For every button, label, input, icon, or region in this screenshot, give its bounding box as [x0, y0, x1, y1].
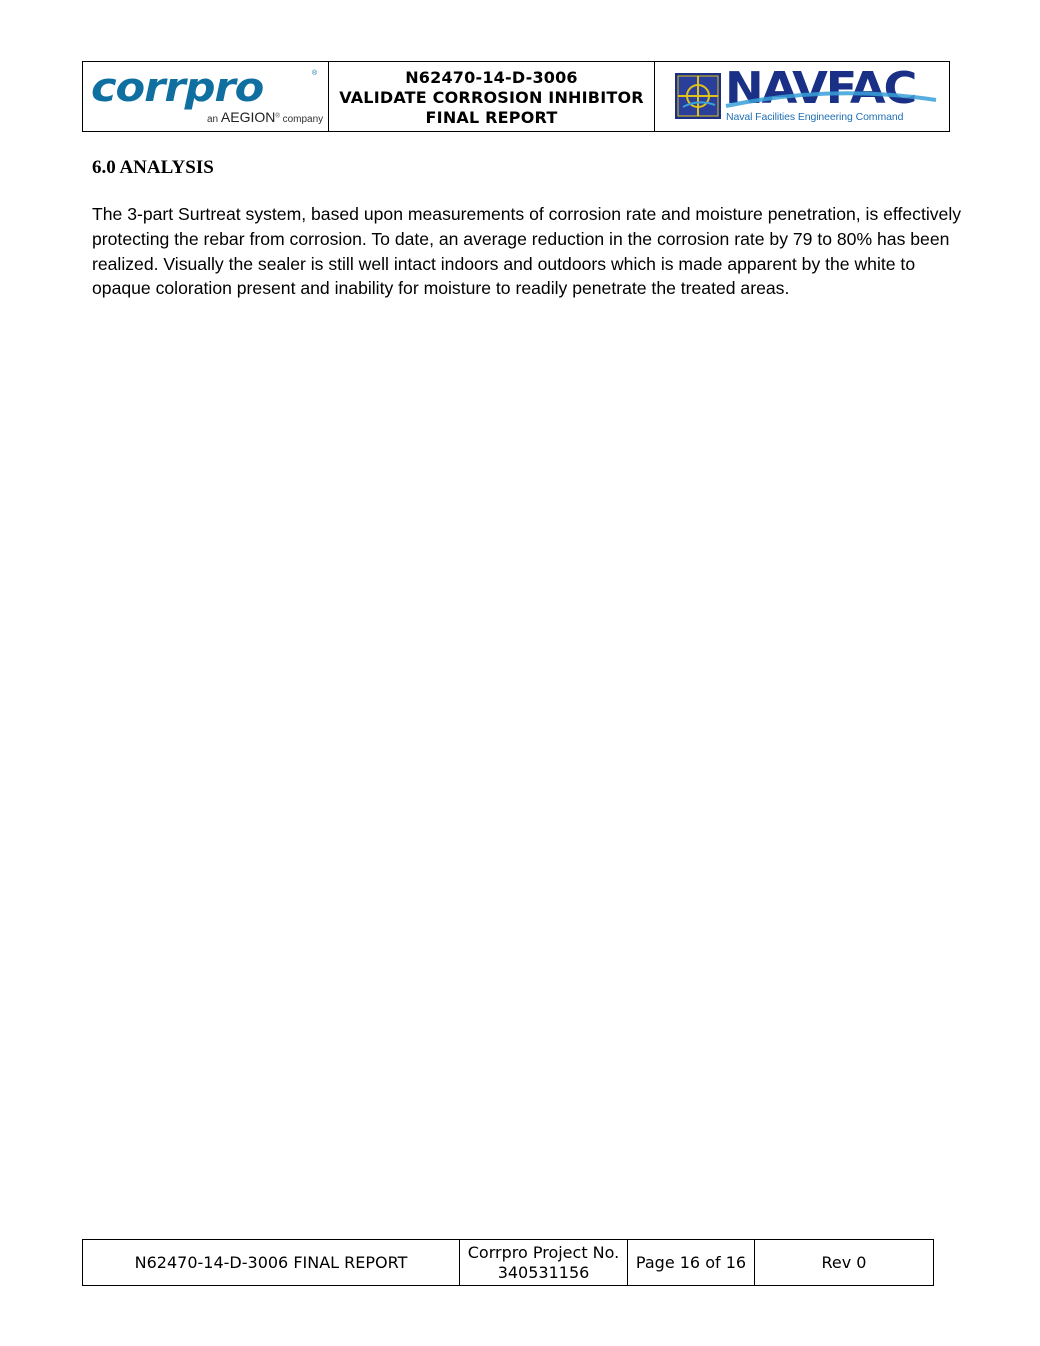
contract-number: N62470-14-D-3006 [405, 67, 578, 87]
report-type: FINAL REPORT [425, 107, 558, 127]
aegion-brand: AEGION [220, 109, 276, 125]
section-title: 6.0 ANALYSIS [92, 157, 214, 178]
corrpro-sub-suffix: company [282, 114, 324, 125]
footer-project-label: Corrpro Project No. [467, 1242, 620, 1262]
report-title: VALIDATE CORROSION INHIBITOR [339, 87, 644, 107]
analysis-paragraph: The 3-part Surtreat system, based upon measurements of corrosion rate and moisture penetration, is effectively protecting the rebar from corrosion. To date, an average reduction in the corrosion rate by 79 to 80% has been realized. Visually the sealer is still well intact indoors and outdoors which is made apparent by the white to opaque coloration present and inability for moisture to readily penetrate the treated areas. [92, 204, 962, 299]
page-header [82, 61, 950, 132]
footer-report-name [83, 1240, 460, 1285]
footer-page-number [628, 1240, 755, 1285]
footer-page-text: Page 16 of 16 [635, 1252, 747, 1272]
navfac-swoosh-icon [721, 82, 941, 110]
footer-revision [755, 1240, 933, 1285]
footer-project-number: 340531156 [497, 1262, 590, 1282]
page-footer [82, 1239, 934, 1286]
footer-project [460, 1240, 628, 1285]
navfac-logo-subtitle: Naval Facilities Engineering Command [726, 111, 904, 123]
navfac-emblem-icon [675, 73, 721, 119]
corrpro-logo-word: corrpro [91, 65, 264, 111]
corrpro-logo [83, 62, 329, 131]
footer-report-text: N62470-14-D-3006 FINAL REPORT [134, 1252, 408, 1272]
corrpro-sub-prefix: an [207, 114, 219, 125]
corrpro-logo-subtitle: an AEGION® company [207, 109, 324, 125]
header-title-block [329, 62, 655, 131]
footer-revision-text: Rev 0 [821, 1252, 867, 1272]
registered-mark: ® [312, 70, 318, 77]
navfac-logo-word: NAVFAC [725, 63, 916, 114]
navfac-logo [655, 62, 949, 131]
